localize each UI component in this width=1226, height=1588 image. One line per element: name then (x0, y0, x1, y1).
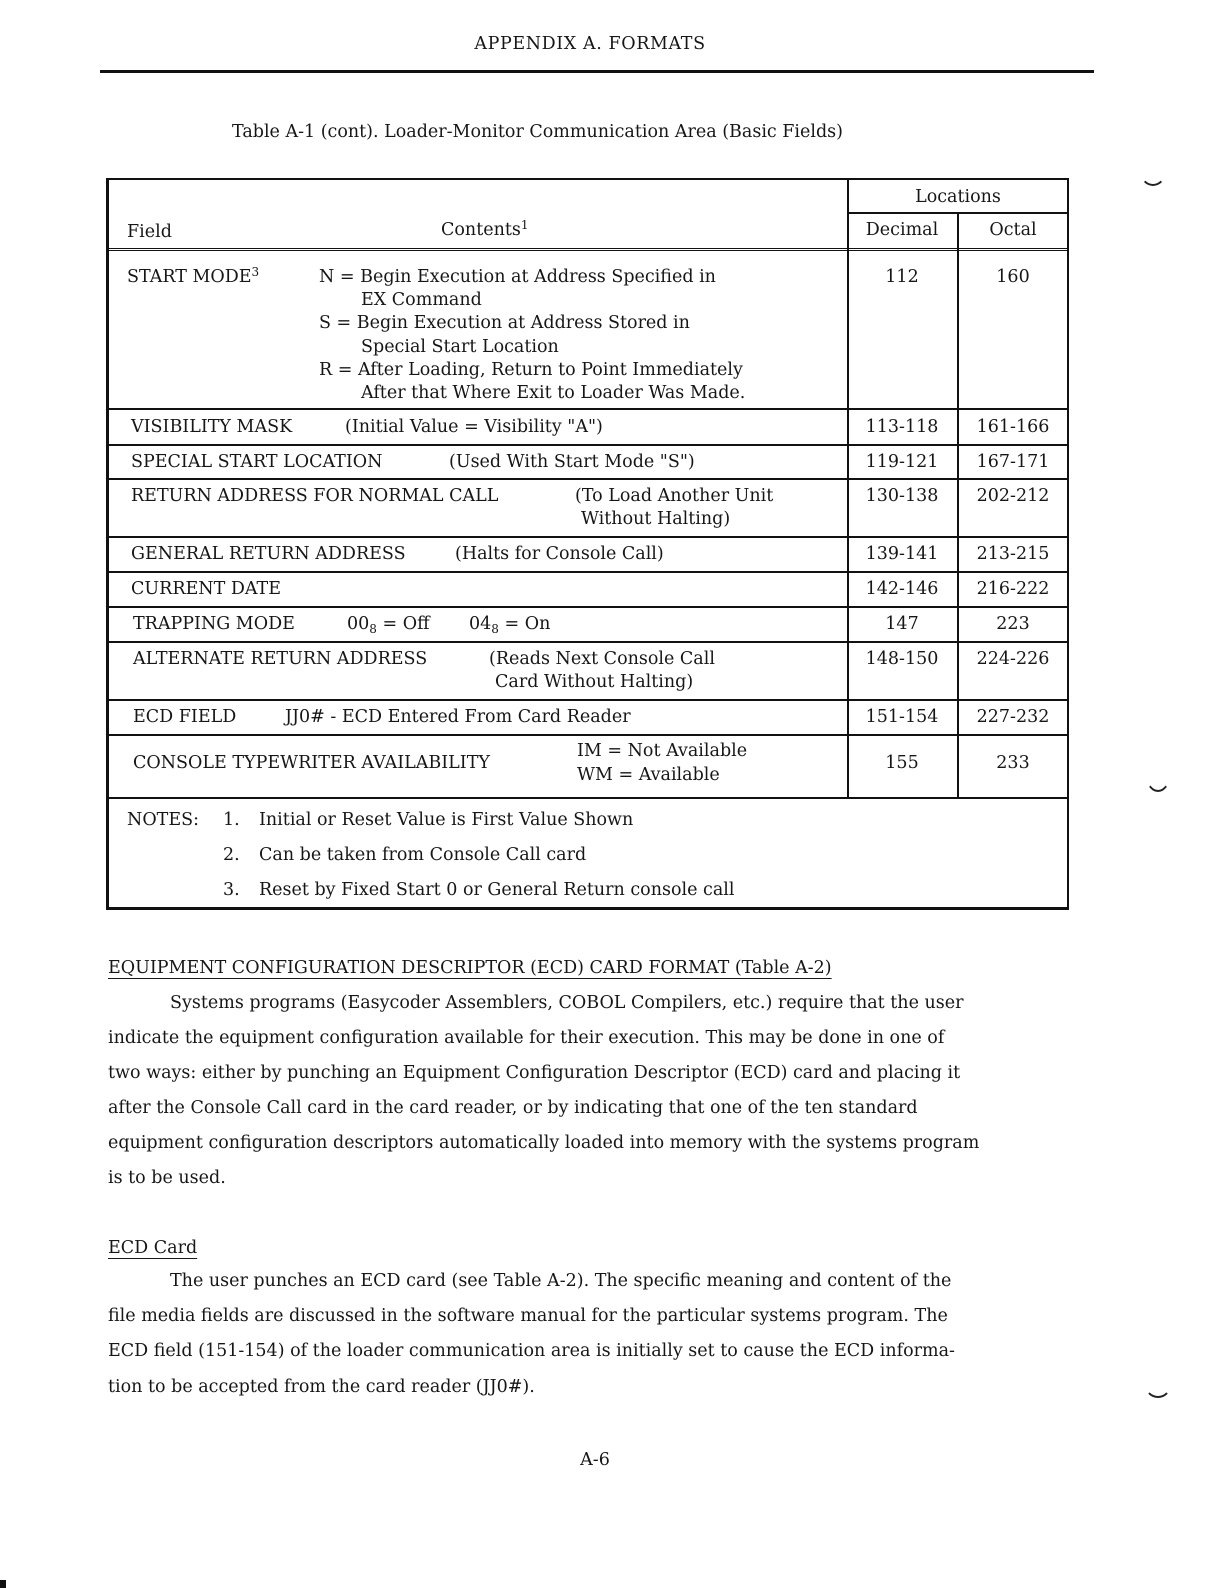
header-field: Field (127, 222, 172, 242)
header-decimal: Decimal (865, 220, 939, 240)
paragraph-line: The user punches an ECD card (see Table A-2). The specific meaning and content of the (170, 1271, 952, 1291)
paragraph-line: equipment configuration descriptors automatically loaded into memory with the systems program (108, 1133, 980, 1153)
row-note: IM = Not Available (577, 741, 748, 761)
row-divider (109, 734, 1069, 736)
notes-label: NOTES: (127, 810, 199, 830)
row-field-ecd: ECD FIELD (133, 707, 237, 727)
start-mode-line: R = After Loading, Return to Point Immediately (319, 360, 743, 380)
start-mode-line: After that Where Exit to Loader Was Made. (361, 383, 746, 403)
row-note: (Used With Start Mode "S") (449, 452, 695, 472)
table-caption: Table A-1 (cont). Loader-Monitor Communication Area (Basic Fields) (232, 122, 843, 142)
start-mode-line: S = Begin Execution at Address Stored in (319, 313, 690, 333)
row-divider (109, 699, 1069, 701)
decimal-value: 113-118 (865, 417, 939, 437)
binding-hole-mark (1144, 1368, 1172, 1398)
row-note: (Reads Next Console Call (489, 649, 715, 669)
header-double-rule (109, 248, 1069, 251)
octal-value: 167-171 (976, 452, 1050, 472)
decimal-value: 139-141 (865, 544, 939, 564)
paragraph-line: after the Console Call card in the card reader, or by indicating that one of the ten standard (108, 1098, 918, 1118)
page-header: APPENDIX A. FORMATS (474, 34, 706, 54)
decimal-value: 155 (885, 753, 919, 773)
octal-value: 233 (996, 753, 1030, 773)
binding-hole-mark (1144, 748, 1172, 792)
row-note: (Initial Value = Visibility "A") (345, 417, 603, 437)
row-divider (109, 641, 1069, 643)
subsection-heading: ECD Card (108, 1238, 198, 1258)
row-divider (109, 408, 1069, 410)
header-contents: Contents$^1$ (441, 218, 529, 240)
row-field-return-normal: RETURN ADDRESS FOR NORMAL CALL (131, 486, 499, 506)
row-divider (109, 606, 1069, 608)
trapping-off: $00_8$ = Off (347, 614, 430, 636)
decimal-value: 151-154 (865, 707, 939, 727)
row-field-current-date: CURRENT DATE (131, 579, 281, 599)
row-field-alternate-return: ALTERNATE RETURN ADDRESS (133, 649, 428, 669)
decimal-value: 148-150 (865, 649, 939, 669)
row-divider (109, 536, 1069, 538)
start-mode-line: EX Command (361, 290, 482, 310)
note-text: Reset by Fixed Start 0 or General Return console call (259, 880, 735, 900)
row-field-console-typewriter: CONSOLE TYPEWRITER AVAILABILITY (133, 753, 490, 773)
header-rule (100, 70, 1094, 73)
note-number: 1. (223, 810, 240, 830)
note-text: Can be taken from Console Call card (259, 845, 587, 865)
decimal-value: 147 (885, 614, 919, 634)
row-divider (109, 571, 1069, 573)
section-heading: EQUIPMENT CONFIGURATION DESCRIPTOR (ECD) CARD FORMAT (Table A-2) (108, 958, 832, 978)
octal-value: 227-232 (976, 707, 1050, 727)
row-note: (To Load Another Unit (575, 486, 774, 506)
row-field-start-mode: START MODE$^3$ (127, 265, 260, 287)
note-number: 2. (223, 845, 240, 865)
paragraph-line: ECD field (151-154) of the loader communication area is initially set to cause the ECD informa- (108, 1341, 955, 1361)
row-field-visibility-mask: VISIBILITY MASK (131, 417, 293, 437)
scan-corner-mark (0, 1580, 6, 1588)
row-divider (109, 444, 1069, 446)
row-note: WM = Available (577, 765, 720, 785)
octal-value: 202-212 (976, 486, 1050, 506)
header-locations: Locations (915, 187, 1001, 207)
row-divider (109, 478, 1069, 480)
octal-value: 160 (996, 267, 1030, 287)
decimal-value: 119-121 (865, 452, 939, 472)
decimal-value: 130-138 (865, 486, 939, 506)
row-note: JJ0# - ECD Entered From Card Reader (285, 707, 631, 727)
octal-value: 216-222 (976, 579, 1050, 599)
decimal-value: 142-146 (865, 579, 939, 599)
trapping-on: $04_8 = On$ (469, 614, 551, 636)
paragraph-line: indicate the equipment configuration available for their execution. This may be done in one of (108, 1028, 945, 1048)
paragraph-line: tion to be accepted from the card reader (JJ0#). (108, 1377, 535, 1397)
octal-value: 213-215 (976, 544, 1050, 564)
row-field-special-start: SPECIAL START LOCATION (131, 452, 383, 472)
decimal-value: 112 (885, 267, 919, 287)
start-mode-line: Special Start Location (361, 337, 559, 357)
row-note: (Halts for Console Call) (455, 544, 664, 564)
row-field-general-return: GENERAL RETURN ADDRESS (131, 544, 406, 564)
note-text: Initial or Reset Value is First Value Shown (259, 810, 634, 830)
row-note: Without Halting) (581, 509, 731, 529)
header-octal: Octal (989, 220, 1037, 240)
octal-value: 223 (996, 614, 1030, 634)
page-number: A-6 (580, 1450, 610, 1470)
row-field-trapping-mode: TRAPPING MODE (133, 614, 295, 634)
paragraph-line: is to be used. (108, 1168, 226, 1188)
start-mode-line: N = Begin Execution at Address Specified in (319, 267, 716, 287)
paragraph-line: file media fields are discussed in the software manual for the particular systems program. The (108, 1306, 948, 1326)
binding-hole-mark (1140, 158, 1166, 186)
row-note: Card Without Halting) (495, 672, 694, 692)
paragraph-line: two ways: either by punching an Equipment Configuration Descriptor (ECD) card and placing it (108, 1063, 961, 1083)
loader-monitor-table (106, 178, 1069, 910)
octal-value: 224-226 (976, 649, 1050, 669)
notes-divider (109, 797, 1069, 799)
paragraph-line: Systems programs (Easycoder Assemblers, COBOL Compilers, etc.) require that the user (170, 993, 964, 1013)
note-number: 3. (223, 880, 240, 900)
octal-value: 161-166 (976, 417, 1050, 437)
locations-underline (847, 212, 1069, 214)
